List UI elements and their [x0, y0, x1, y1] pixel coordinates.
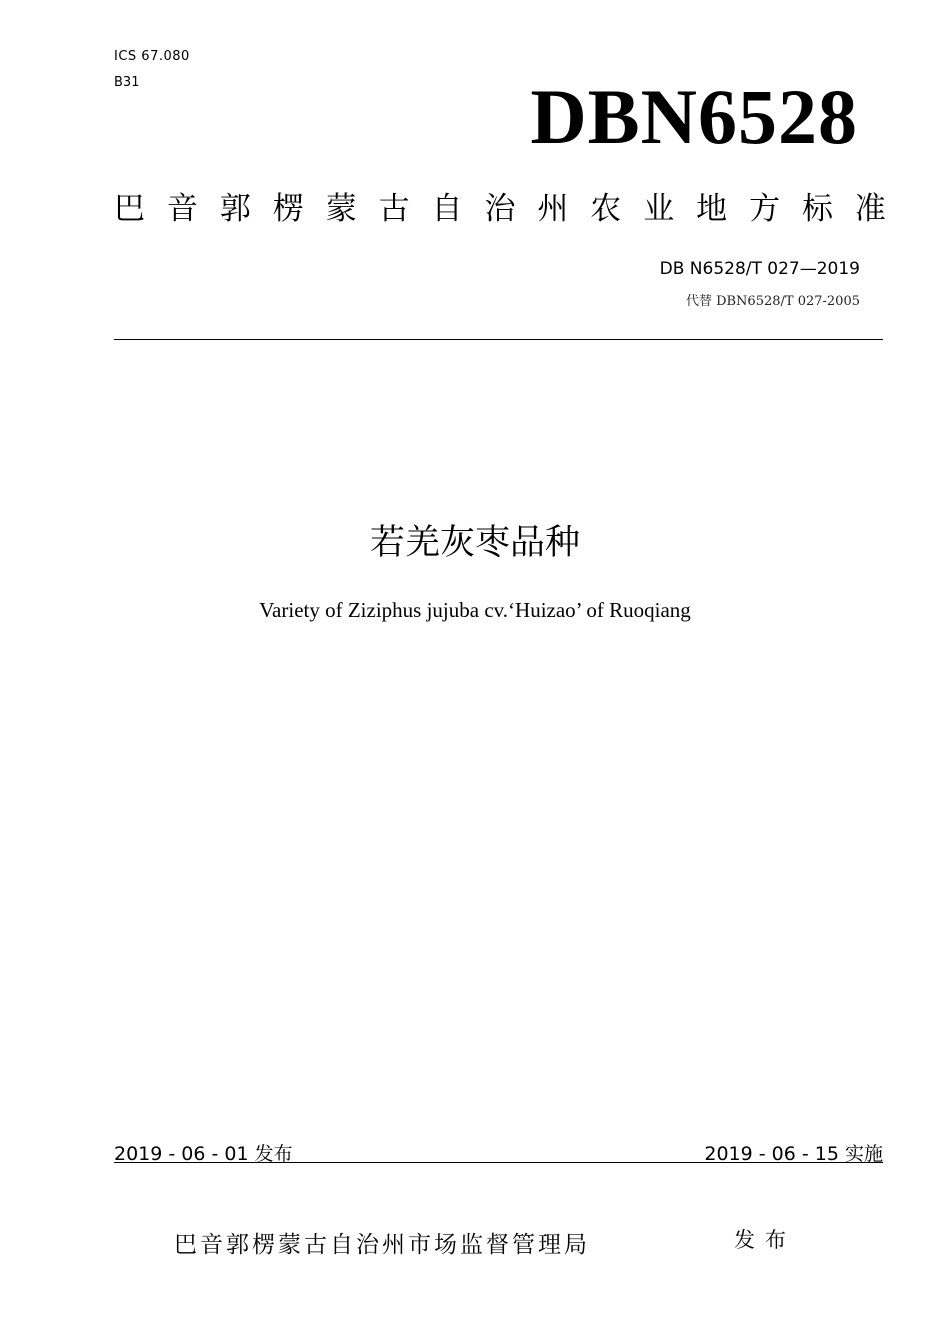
- document-title-cn: 若羌灰枣品种: [369, 523, 580, 563]
- implementation-date: 2019 - 06 - 15 实施: [704, 1143, 883, 1165]
- standard-type-char: 地: [696, 191, 728, 227]
- standard-number: DB N6528/T 027—2019: [659, 259, 860, 279]
- standard-type-char: 郭: [219, 191, 251, 227]
- ccs-code: B31: [114, 75, 140, 90]
- bottom-divider: [114, 1162, 883, 1163]
- standard-type-char: 州: [537, 191, 569, 227]
- standard-logo-code: DBN6528: [530, 73, 858, 160]
- publish-label: 发布: [734, 1228, 796, 1252]
- standard-type-char: 治: [484, 191, 516, 227]
- standard-type-char: 音: [166, 191, 198, 227]
- standard-type-char: 蒙: [325, 191, 357, 227]
- replaces-standard: 代替 DBN6528/T 027-2005: [685, 294, 860, 309]
- standard-type-char: 楞: [272, 191, 304, 227]
- issue-date: 2019 - 06 - 01 发布: [114, 1143, 293, 1165]
- document-title-en: Variety of Ziziphus jujuba cv.‘Huizao’ of Ruoqiang: [259, 598, 691, 622]
- standard-type-char: 农: [590, 191, 622, 227]
- publisher-name: 巴音郭楞蒙古自治州市场监督管理局: [174, 1232, 590, 1258]
- ics-code: ICS 67.080: [114, 49, 190, 64]
- standard-type-heading: [114, 188, 886, 230]
- standard-type-char: 古: [378, 191, 410, 227]
- top-divider: [114, 339, 883, 340]
- standard-type-char: 自: [431, 191, 463, 227]
- standard-type-char: 业: [643, 191, 675, 227]
- standard-type-char: 巴: [114, 191, 145, 227]
- standard-type-char: 准: [854, 191, 886, 227]
- standard-type-char: 方: [749, 191, 781, 227]
- standard-type-char: 标: [801, 191, 833, 227]
